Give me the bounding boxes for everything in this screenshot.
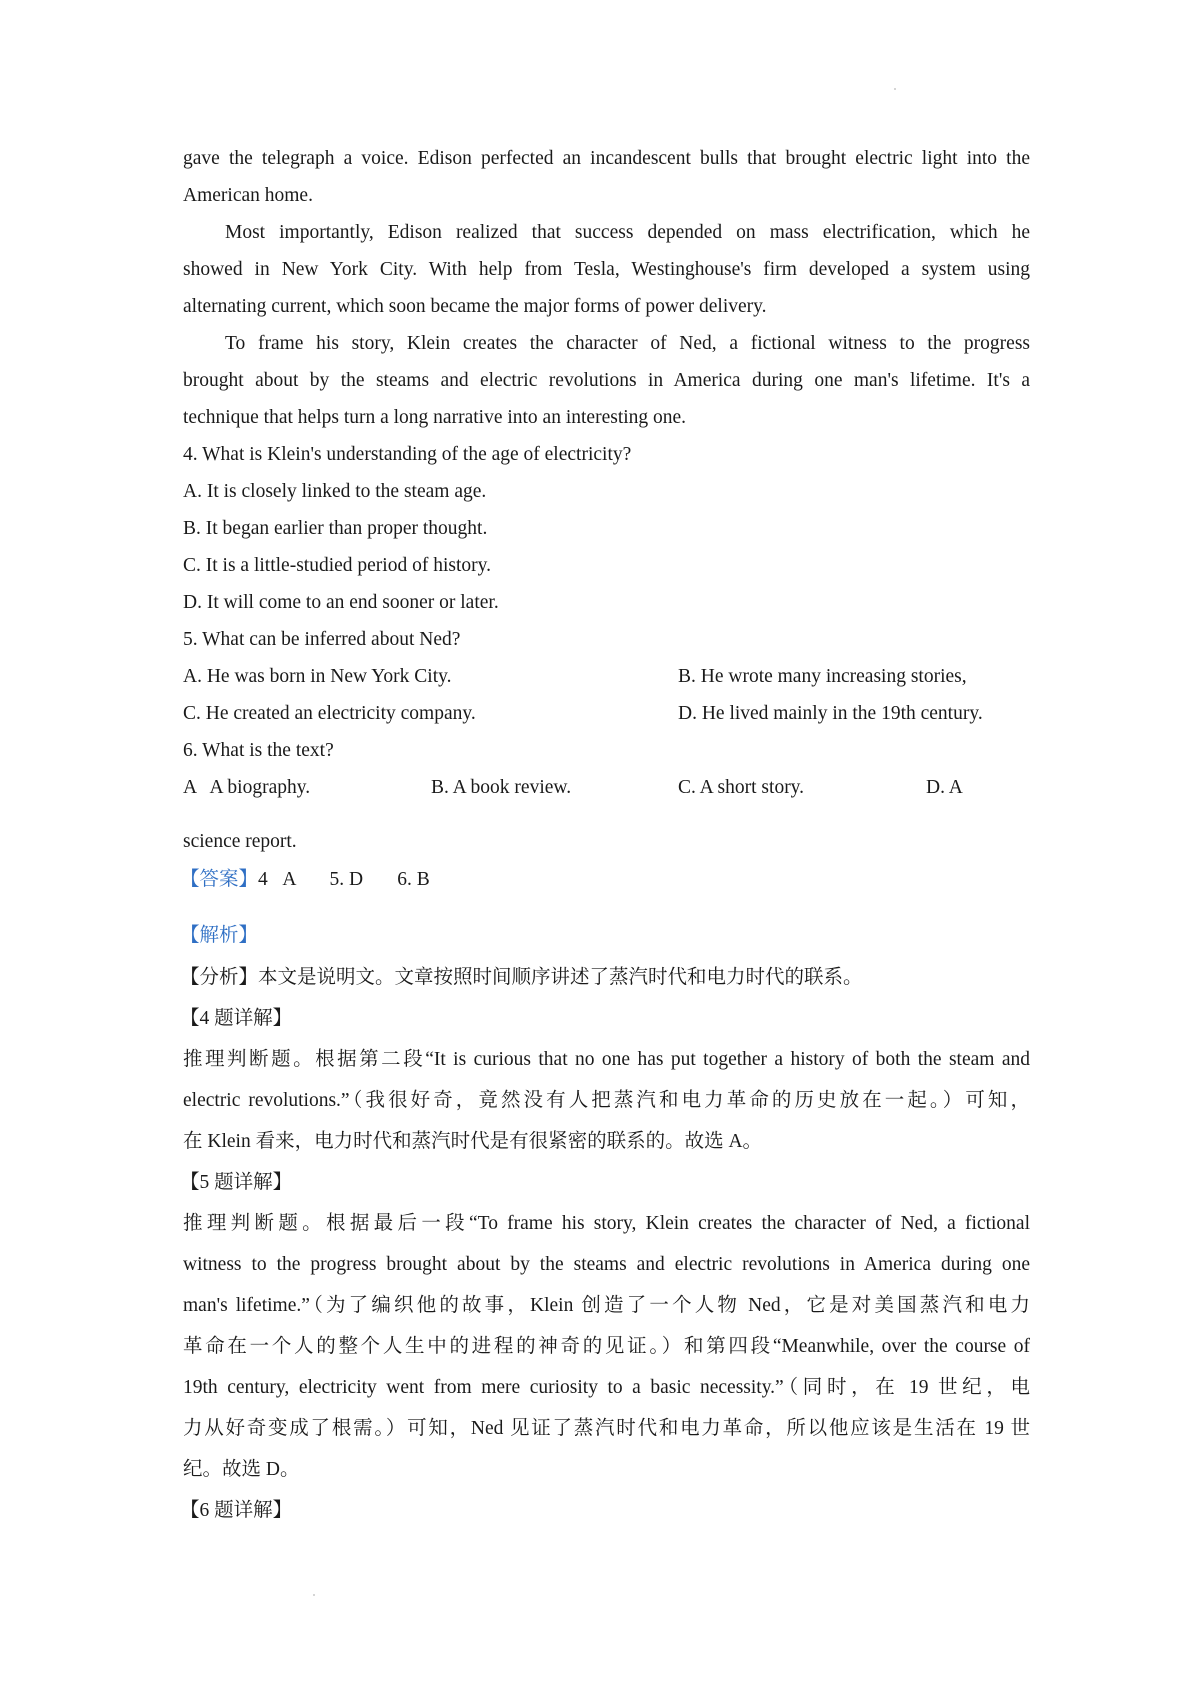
- passage-line: To frame his story, Klein creates the character of Ned, a fictional witness to the progress: [225, 333, 1030, 354]
- detail-4-line: electric revolutions.”（我很好奇，竟然没有人把蒸汽和电力革命的历史放在一起。）可知，: [183, 1090, 1030, 1111]
- question-6-option-b: B. A book review.: [431, 777, 572, 798]
- detail-5-heading: 【5 题详解】: [180, 1172, 293, 1193]
- detail-4-heading: 【4 题详解】: [180, 1008, 293, 1029]
- question-6-stem: 6. What is the text?: [183, 740, 334, 761]
- question-5-option-d: D. He lived mainly in the 19th century.: [678, 703, 983, 724]
- detail-4-line: 推理判断题。根据第二段“It is curious that no one has put together a history of both the steam and: [183, 1049, 1030, 1070]
- detail-5-line: witness to the progress brought about by the steams and electric revolutions in America during one: [183, 1254, 1030, 1275]
- detail-5-line: 力从好奇变成了根需。）可知，Ned 见证了蒸汽时代和电力革命，所以他应该是生活在 19 世: [183, 1418, 1030, 1439]
- passage-line: alternating current, which soon became the major forms of power delivery.: [183, 296, 767, 317]
- answer-line: [180, 866, 430, 894]
- question-6-option-a: A A biography.: [183, 777, 311, 798]
- detail-5-line: 19th century, electricity went from mere curiosity to a basic necessity.”（同时，在 19 世纪，电: [183, 1377, 1030, 1398]
- analysis-summary: 本文是说明文。文章按照时间顺序讲述了蒸汽时代和电力时代的联系。: [258, 967, 863, 988]
- question-5-stem: 5. What can be inferred about Ned?: [183, 629, 461, 650]
- question-6-option-d: D. A: [926, 777, 963, 798]
- question-5-option-c: C. He created an electricity company.: [183, 703, 476, 724]
- question-5-option-a: A. He was born in New York City.: [183, 666, 452, 687]
- question-4-option-a: A. It is closely linked to the steam age.: [183, 481, 487, 502]
- detail-5-line: 推理判断题。根据最后一段“To frame his story, Klein creates the character of Ned, a fictional: [183, 1213, 1030, 1234]
- passage-line: showed in New York City. With help from Tesla, Westinghouse's firm developed a system using: [183, 259, 1030, 280]
- analysis-heading: 【解析】: [180, 925, 259, 946]
- passage-line: American home.: [183, 185, 313, 206]
- question-4-stem: 4. What is Klein's understanding of the age of electricity?: [183, 444, 632, 465]
- detail-5-line: man's lifetime.”（为了编织他的故事，Klein 创造了一个人物 Ned，它是对美国蒸汽和电力: [183, 1295, 1030, 1316]
- detail-5-line: 纪。故选 D。: [183, 1459, 300, 1480]
- detail-6-heading: 【6 题详解】: [180, 1500, 293, 1521]
- answer-values: 4 A 5. D 6. B: [258, 869, 430, 890]
- detail-4-line: 在 Klein 看来，电力时代和蒸汽时代是有很紧密的联系的。故选 A。: [183, 1131, 763, 1152]
- scan-speck: [894, 88, 896, 90]
- question-4-option-b: B. It began earlier than proper thought.: [183, 518, 488, 539]
- question-4-option-c: C. It is a little-studied period of history.: [183, 555, 491, 576]
- analysis-summary-label: 【分析】: [180, 967, 259, 988]
- scan-speck: [313, 1594, 315, 1596]
- passage-line: Most importantly, Edison realized that success depended on mass electrification, which he: [225, 222, 1030, 243]
- answer-label: 【答案】: [180, 869, 259, 890]
- detail-5-line: 革命在一个人的整个人生中的进程的神奇的见证。）和第四段“Meanwhile, over the course of: [183, 1336, 1030, 1357]
- passage-line: technique that helps turn a long narrative into an interesting one.: [183, 407, 687, 428]
- question-6-option-c: C. A short story.: [678, 777, 805, 798]
- question-4-option-d: D. It will come to an end sooner or later.: [183, 592, 499, 613]
- question-6-option-d-wrap: science report.: [183, 831, 297, 852]
- question-5-option-b: B. He wrote many increasing stories,: [678, 666, 967, 687]
- passage-line: gave the telegraph a voice. Edison perfected an incandescent bulls that brought electric light into the: [183, 148, 1030, 169]
- analysis-summary-line: [180, 964, 863, 992]
- passage-line: brought about by the steams and electric revolutions in America during one man's lifetime. It's a: [183, 370, 1030, 391]
